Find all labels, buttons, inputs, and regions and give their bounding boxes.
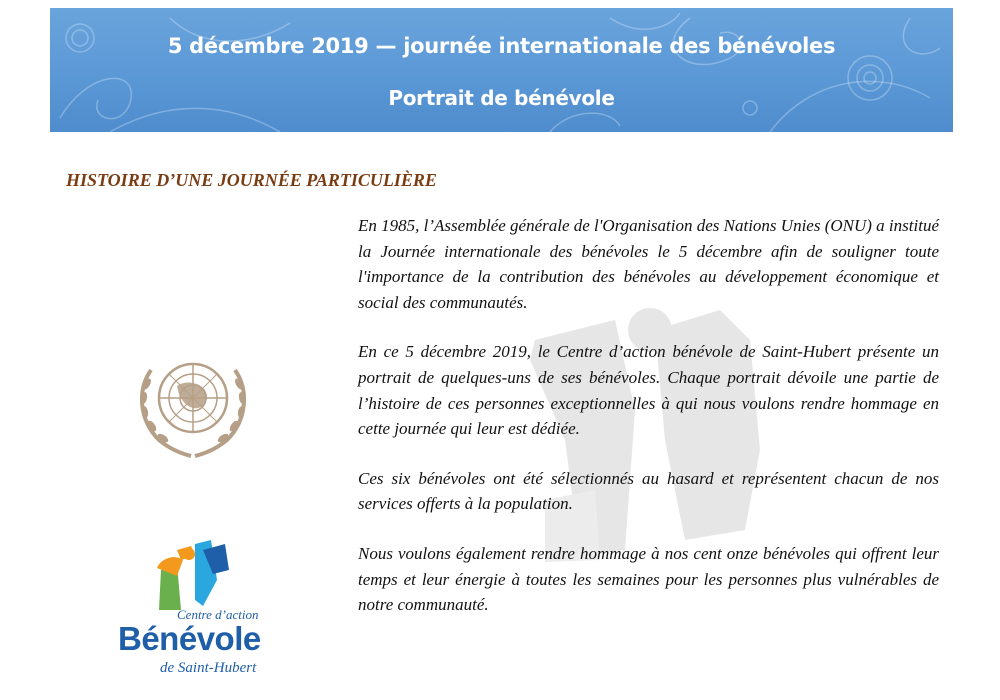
logo-line-2: Bénévole [118,620,261,657]
paragraph-2: En ce 5 décembre 2019, le Centre d’action bénévole de Saint-Hubert présente un portrait de quelques-uns de ses bénévoles. Chaque portrait dévoile une partie de l’histoire de ces personnes exceptionnelles à qui nous voulons rendre hommage en cette journée qui leur est dédiée. [358,342,939,439]
logo-line-3: de Saint-Hubert [160,660,257,676]
paragraph-4: Nous voulons également rendre hommage à nos cent onze bénévoles qui offrent leur temps et leur énergie à toutes les semaines pour les personnes plus vulnérables de notre communauté. [358,543,939,615]
logo-line-1: Centre d’action [177,607,259,622]
un-emblem-icon [125,350,261,466]
decorative-swirls [50,8,953,132]
paragraph-1: En 1985, l’Assemblée générale de l'Organisation des Nations Unies (ONU) a institué la Journée internationale des bénévoles le 5 décembre afin de souligner toute l'importance de la contribution des bénévoles au développement économique et social des communautés. [358,216,939,312]
banner-subtitle: Portrait de bénévole [388,86,615,110]
centre-action-benevole-logo [115,540,275,680]
paragraph-3: Ces six bénévoles ont été sélectionnés au hasard et représentent chacun de nos services offerts à la population. [358,468,939,514]
section-heading: HISTOIRE D’UNE JOURNÉE PARTICULIÈRE [66,170,437,190]
volunteer-figures-icon [155,540,235,610]
banner-title: 5 décembre 2019 — journée internationale des bénévoles [167,34,836,58]
body-text [358,213,939,642]
header-banner [50,8,953,132]
